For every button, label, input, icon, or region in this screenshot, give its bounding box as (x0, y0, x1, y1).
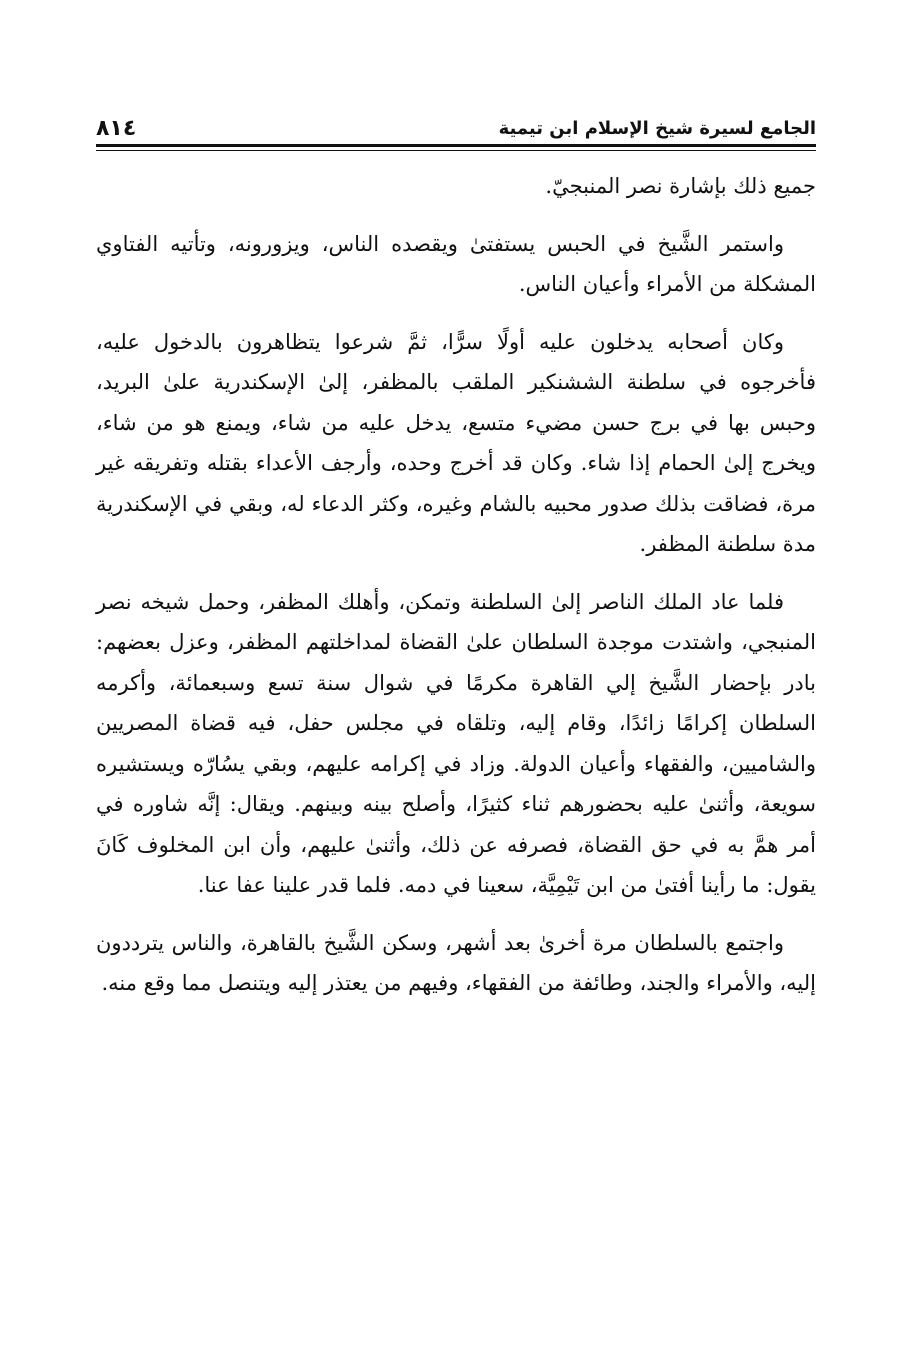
header-rule-thick (96, 144, 816, 147)
body-text (96, 166, 816, 1021)
paragraph-4: فلما عاد الملك الناصر إلىٰ السلطنة وتمكن، وأهلك المظفر، وحمل شيخه نصر المنبجي، واشتدت موجدة السلطان علىٰ القضاة لمداخلتهم المظفر، وعزل بعضهم: بادر بإحضار الشَّيخ إلي القاهرة مكرمًا في شوال سنة تسع وسبعمائة، وأكرمه السلطان إكرامًا زائدًا، وقام إليه، وتلقاه في مجلس حفل، فيه قضاة المصريين والشاميين، والفقهاء وأعيان الدولة. وزاد في إكرامه عليهم، وبقي يسُارّه ويستشيره سويعة، وأثنىٰ عليه بحضورهم ثناء كثيرًا، وأصلح بينه وبينهم. ويقال: إنَّه شاوره في أمر همَّ به في حق القضاة، فصرفه عن ذلك، وأثنىٰ عليهم، وأن ابن المخلوف كَانَ يقول: ما رأينا أفتىٰ من ابن تَيْمِيَّة، سعينا في دمه. فلما قدر علينا عفا عنا. (96, 589, 816, 897)
paragraph-5: واجتمع بالسلطان مرة أخرىٰ بعد أشهر، وسكن الشَّيخ بالقاهرة، والناس يترددون إليه، والأمراء والجند، وطائفة من الفقهاء، وفيهم من يعتذر إليه ويتنصل مما وقع منه. (96, 930, 816, 995)
paragraph-3: وكان أصحابه يدخلون عليه أولًا سرًّا، ثمَّ شرعوا يتظاهرون بالدخول عليه، فأخرجوه في سلطنة الششنكير الملقب بالمظفر، إلىٰ الإسكندرية علىٰ البريد، وحبس بها في برج حسن مضيء متسع، يدخل عليه من شاء، ويمنع هو من شاء، ويخرج إلىٰ الحمام إذا شاء. وكان قد أخرج وحده، وأرجف الأعداء بقتله وتفريقه غير مرة، فضاقت بذلك صدور محبيه بالشام وغيره، وكثر الدعاء له، وبقي في الإسكندرية مدة سلطنة المظفر. (96, 329, 816, 556)
paragraph-2: واستمر الشَّيخ في الحبس يستفتىٰ ويقصده الناس، ويزورونه، وتأتيه الفتاوي المشكلة من الأمراء وأعيان الناس. (96, 231, 816, 296)
page-number: ٨١٤ (96, 116, 137, 141)
header-rule-thin (96, 150, 816, 151)
running-title: الجامع لسيرة شيخ الإسلام ابن تيمية (498, 118, 816, 139)
paragraph-1: جميع ذلك بإشارة نصر المنبجيّ. (545, 174, 816, 198)
